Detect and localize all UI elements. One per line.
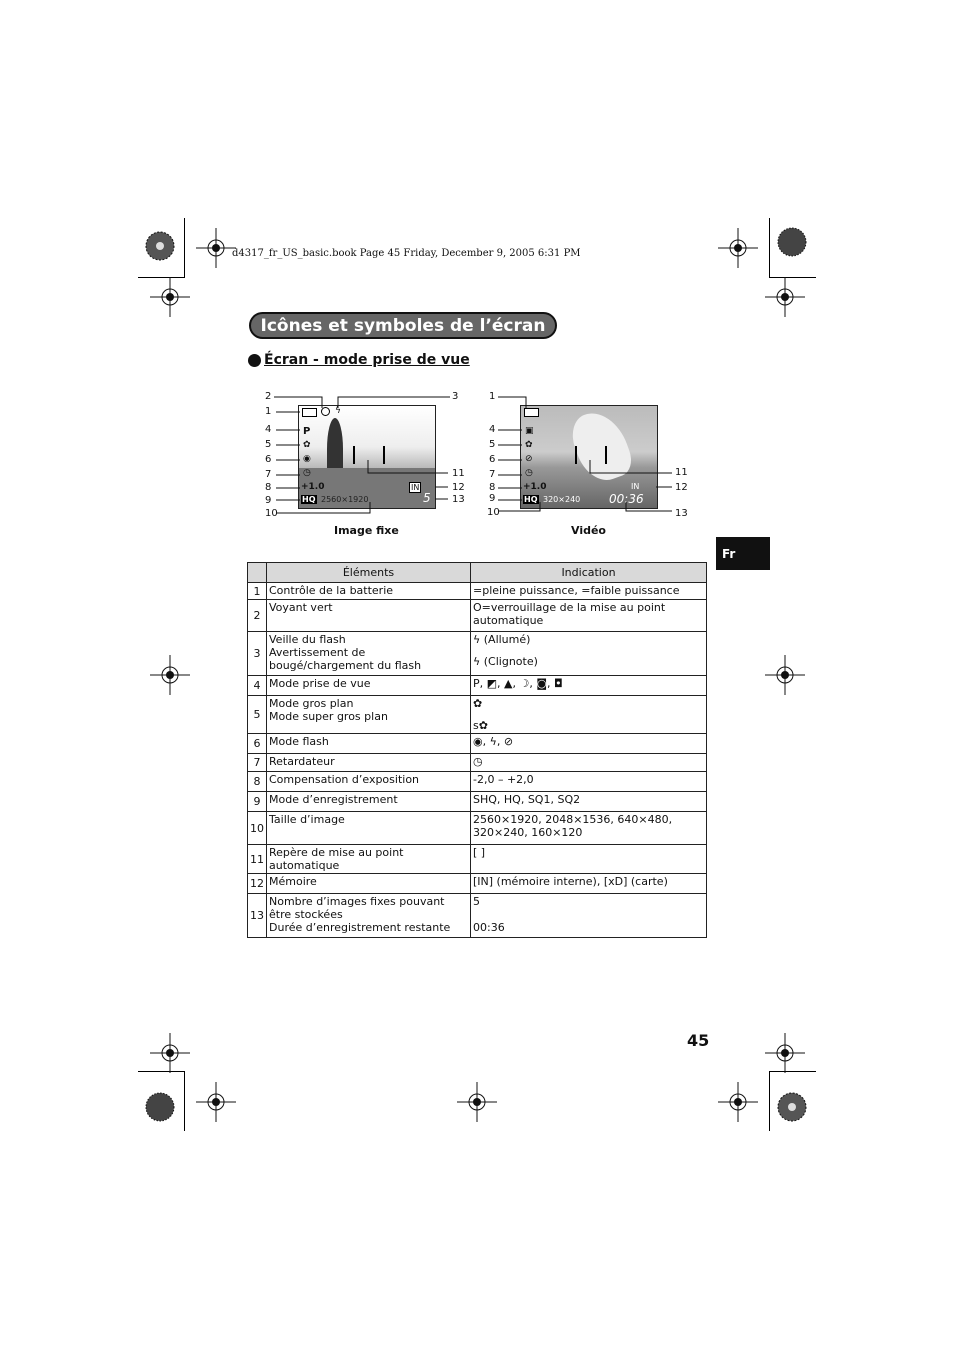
indication-line: 00:36 bbox=[473, 921, 505, 934]
page-title: Icônes et symboles de l’écran bbox=[260, 315, 546, 336]
table-header-row bbox=[248, 563, 707, 583]
row-element bbox=[267, 696, 471, 734]
table-row bbox=[248, 676, 707, 696]
crosshair-target-icon bbox=[150, 277, 190, 317]
row-number: 8 bbox=[248, 772, 267, 792]
row-indication bbox=[471, 772, 707, 792]
callout-13: 13 bbox=[452, 494, 465, 505]
row-element bbox=[267, 676, 471, 696]
element-line: Voyant vert bbox=[269, 601, 333, 614]
indication-line: ◉, ϟ, ⊘ bbox=[473, 735, 514, 748]
indication-line: SHQ, HQ, SQ1, SQ2 bbox=[473, 793, 581, 806]
indication-line: ◷ bbox=[473, 755, 483, 768]
indication-line: [ ] bbox=[473, 846, 486, 859]
table-body bbox=[248, 583, 707, 938]
exposure-value: +1.0 bbox=[523, 482, 547, 492]
registration-dial-icon bbox=[772, 1087, 812, 1127]
row-element bbox=[267, 600, 471, 632]
element-line: Avertissement de bougé/chargement du flash bbox=[269, 646, 422, 672]
table-row bbox=[248, 874, 707, 894]
table-header-elements: Éléments bbox=[267, 563, 471, 583]
row-element bbox=[267, 772, 471, 792]
row-element bbox=[267, 845, 471, 874]
video-callout-lines bbox=[490, 390, 690, 520]
row-indication bbox=[471, 754, 707, 772]
row-number: 12 bbox=[248, 874, 267, 894]
callout-13: 13 bbox=[675, 508, 688, 519]
remaining-count-value: 5 bbox=[423, 491, 431, 505]
bullet-icon bbox=[248, 354, 261, 367]
row-element bbox=[267, 734, 471, 754]
image-size-value: 2560×1920 bbox=[321, 495, 369, 504]
table-row bbox=[248, 754, 707, 772]
page-number: 45 bbox=[687, 1031, 710, 1050]
callout-9: 9 bbox=[265, 495, 272, 506]
indication-line: [IN] (mémoire interne), [xD] (carte) bbox=[473, 875, 668, 888]
row-number: 5 bbox=[248, 696, 267, 734]
row-number: 9 bbox=[248, 792, 267, 812]
row-number: 2 bbox=[248, 600, 267, 632]
callout-4: 4 bbox=[489, 424, 496, 435]
callout-11: 11 bbox=[675, 467, 688, 478]
row-indication bbox=[471, 696, 707, 734]
row-indication bbox=[471, 600, 707, 632]
callout-12: 12 bbox=[452, 482, 465, 493]
row-element bbox=[267, 754, 471, 772]
callout-11: 11 bbox=[452, 468, 465, 479]
remaining-time-value: 00:36 bbox=[609, 492, 644, 506]
callout-5: 5 bbox=[265, 439, 272, 450]
caption-video: Vidéo bbox=[571, 524, 606, 537]
row-indication bbox=[471, 676, 707, 696]
registration-dial-icon bbox=[772, 222, 812, 262]
table-row bbox=[248, 696, 707, 734]
row-indication bbox=[471, 894, 707, 938]
element-line: Mode prise de vue bbox=[269, 677, 371, 690]
crop-mark bbox=[769, 218, 770, 278]
row-number: 7 bbox=[248, 754, 267, 772]
registration-dial-icon bbox=[140, 1087, 180, 1127]
element-line: Mémoire bbox=[269, 875, 317, 888]
row-indication bbox=[471, 845, 707, 874]
indication-line: ϟ (Allumé) bbox=[473, 633, 531, 646]
table-row bbox=[248, 600, 707, 632]
indication-line: ✿ bbox=[473, 697, 483, 710]
table-row bbox=[248, 583, 707, 600]
row-element bbox=[267, 894, 471, 938]
callout-10: 10 bbox=[265, 508, 278, 519]
element-line: Taille d’image bbox=[269, 813, 345, 826]
callout-7: 7 bbox=[489, 469, 496, 480]
icons-table bbox=[247, 562, 707, 938]
element-line: Contrôle de la batterie bbox=[269, 584, 394, 597]
callout-2: 2 bbox=[265, 391, 272, 402]
crosshair-target-icon bbox=[718, 228, 758, 268]
crosshair-target-icon bbox=[765, 655, 805, 695]
self-timer-icon: ◷ bbox=[303, 468, 311, 478]
section-heading bbox=[248, 352, 470, 368]
row-element bbox=[267, 583, 471, 600]
indication-line: 2560×1920, 2048×1536, 640×480, 320×240, 160×120 bbox=[473, 813, 673, 839]
row-indication bbox=[471, 632, 707, 676]
callout-8: 8 bbox=[489, 482, 496, 493]
callout-10: 10 bbox=[487, 507, 500, 518]
crop-mark bbox=[769, 1071, 770, 1131]
section-title: Écran - mode prise de vue bbox=[264, 352, 470, 368]
page-title-banner bbox=[249, 312, 557, 339]
image-size-value: 320×240 bbox=[543, 495, 581, 504]
table-header-num bbox=[248, 563, 267, 583]
element-line: Retardateur bbox=[269, 755, 335, 768]
exposure-value: +1.0 bbox=[301, 482, 325, 492]
memory-value: IN bbox=[631, 482, 640, 491]
record-mode-value: HQ bbox=[524, 495, 538, 504]
row-indication bbox=[471, 734, 707, 754]
table-row bbox=[248, 845, 707, 874]
row-number: 1 bbox=[248, 583, 267, 600]
element-line: Durée d’enregistrement restante bbox=[269, 921, 451, 934]
indication-line: -2,0 – +2,0 bbox=[473, 773, 534, 786]
table-row bbox=[248, 632, 707, 676]
callout-1: 1 bbox=[489, 391, 496, 402]
callout-7: 7 bbox=[265, 469, 272, 480]
still-callout-lines bbox=[260, 390, 470, 520]
self-timer-icon: ◷ bbox=[525, 468, 533, 478]
callout-8: 8 bbox=[265, 482, 272, 493]
table-header-indication: Indication bbox=[471, 563, 707, 583]
row-number: 13 bbox=[248, 894, 267, 938]
callout-6: 6 bbox=[265, 454, 272, 465]
crop-mark bbox=[184, 1071, 185, 1131]
table-row bbox=[248, 772, 707, 792]
flash-standby-icon: ϟ bbox=[335, 406, 341, 416]
callout-9: 9 bbox=[489, 493, 496, 504]
indication-line: O=verrouillage de la mise au point automatique bbox=[473, 601, 666, 627]
crosshair-target-icon bbox=[150, 1033, 190, 1073]
table-row bbox=[248, 812, 707, 845]
crosshair-target-icon bbox=[196, 228, 236, 268]
record-mode-value: HQ bbox=[302, 495, 316, 504]
element-line: Mode flash bbox=[269, 735, 329, 748]
row-element bbox=[267, 812, 471, 845]
element-line: Nombre d’images fixes pouvant être stockées bbox=[269, 895, 445, 921]
row-element bbox=[267, 792, 471, 812]
crosshair-target-icon bbox=[765, 277, 805, 317]
indication-line: s✿ bbox=[473, 719, 488, 732]
macro-icon: ✿ bbox=[525, 440, 533, 450]
row-number: 10 bbox=[248, 812, 267, 845]
print-header-line: d4317_fr_US_basic.book Page 45 Friday, December 9, 2005 6:31 PM bbox=[232, 248, 581, 259]
row-element bbox=[267, 874, 471, 894]
indication-line: =pleine puissance, =faible puissance bbox=[473, 584, 680, 597]
registration-dial-icon bbox=[140, 226, 180, 266]
element-line: Mode d’enregistrement bbox=[269, 793, 398, 806]
crosshair-target-icon bbox=[150, 655, 190, 695]
callout-12: 12 bbox=[675, 482, 688, 493]
language-tab bbox=[716, 537, 770, 570]
flash-off-icon: ⊘ bbox=[525, 454, 533, 464]
row-number: 3 bbox=[248, 632, 267, 676]
row-indication bbox=[471, 812, 707, 845]
macro-icon: ✿ bbox=[303, 440, 311, 450]
row-number: 6 bbox=[248, 734, 267, 754]
indication-line: 5 bbox=[473, 895, 480, 908]
program-mode-icon: P bbox=[303, 426, 311, 437]
crosshair-target-icon bbox=[457, 1082, 497, 1122]
element-line: Mode super gros plan bbox=[269, 710, 388, 723]
row-number: 4 bbox=[248, 676, 267, 696]
indication-line: P, ◩, ▲, ☽, ◙, ◘ bbox=[473, 677, 563, 690]
caption-still: Image fixe bbox=[334, 524, 399, 537]
crosshair-target-icon bbox=[765, 1033, 805, 1073]
row-indication bbox=[471, 874, 707, 894]
table-row bbox=[248, 734, 707, 754]
table-row bbox=[248, 894, 707, 938]
callout-3: 3 bbox=[452, 391, 459, 402]
crosshair-target-icon bbox=[718, 1082, 758, 1122]
callout-1: 1 bbox=[265, 406, 272, 417]
memory-value: IN bbox=[411, 483, 420, 492]
callout-6: 6 bbox=[489, 454, 496, 465]
row-element bbox=[267, 632, 471, 676]
movie-mode-icon: ▣ bbox=[525, 426, 534, 436]
table-row bbox=[248, 792, 707, 812]
element-line: Compensation d’exposition bbox=[269, 773, 420, 786]
row-indication bbox=[471, 583, 707, 600]
language-tab-label: Fr bbox=[722, 546, 736, 561]
row-indication bbox=[471, 792, 707, 812]
crop-mark bbox=[184, 218, 185, 278]
indication-line: ϟ (Clignote) bbox=[473, 655, 538, 668]
element-line: Repère de mise au point automatique bbox=[269, 846, 404, 872]
callout-4: 4 bbox=[265, 424, 272, 435]
element-line: Mode gros plan bbox=[269, 697, 354, 710]
red-eye-icon: ◉ bbox=[303, 454, 311, 464]
callout-5: 5 bbox=[489, 439, 496, 450]
row-number: 11 bbox=[248, 845, 267, 874]
element-line: Veille du flash bbox=[269, 633, 346, 646]
crosshair-target-icon bbox=[196, 1082, 236, 1122]
